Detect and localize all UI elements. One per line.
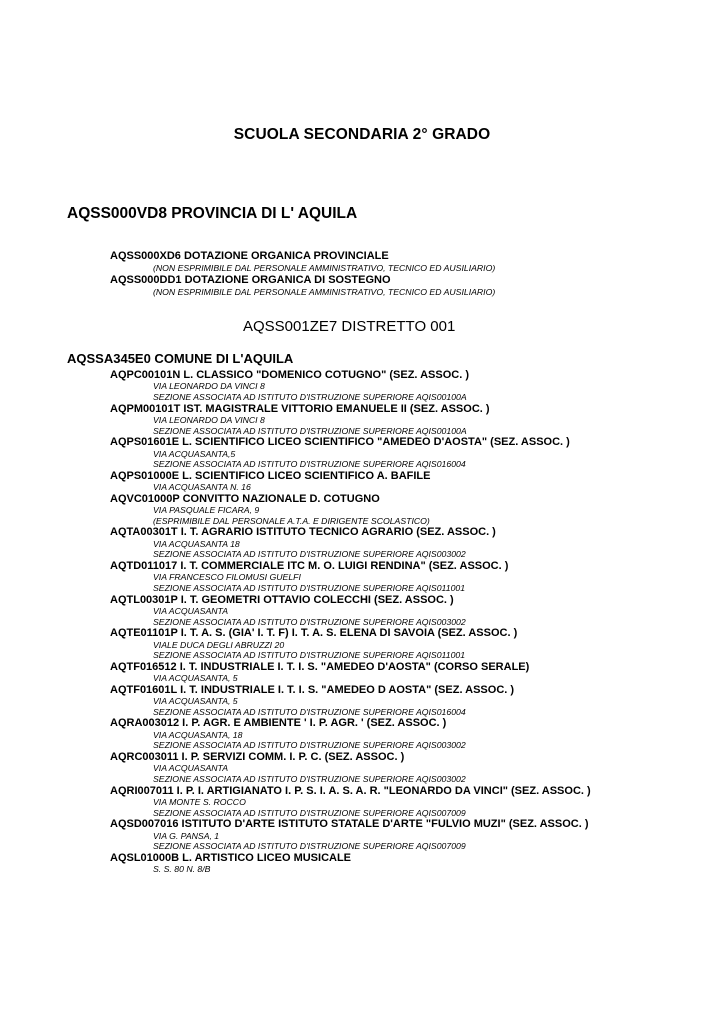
organic-staffing-block <box>110 250 495 298</box>
school-list <box>110 369 710 875</box>
school-code-line: AQTE01101P I. T. A. S. (GIA' I. T. F) I. T. A. S. ELENA DI SAVOIA (SEZ. ASSOC. ) <box>110 627 518 640</box>
school-detail-line: SEZIONE ASSOCIATA AD ISTITUTO D'ISTRUZIONE SUPERIORE AQIS003002 <box>153 616 466 627</box>
school-detail-line: SEZIONE ASSOCIATA AD ISTITUTO D'ISTRUZIONE SUPERIORE AQIS011001 <box>153 650 466 661</box>
school-code-line: AQTA00301T I. T. AGRARIO ISTITUTO TECNICO AGRARIO (SEZ. ASSOC. ) <box>110 526 496 539</box>
school-code-line: AQSD007016 ISTITUTO D'ARTE ISTITUTO STATALE D'ARTE "FULVIO MUZI" (SEZ. ASSOC. ) <box>110 818 589 831</box>
org-staffing-line: AQSS000XD6 DOTAZIONE ORGANICA PROVINCIALE <box>110 250 389 262</box>
school-detail-line: SEZIONE ASSOCIATA AD ISTITUTO D'ISTRUZIONE SUPERIORE AQIS011001 <box>153 582 466 593</box>
school-code-line: AQPC00101N L. CLASSICO "DOMENICO COTUGNO" (SEZ. ASSOC. ) <box>110 369 470 381</box>
school-detail-line: VIA FRANCESCO FILOMUSI GUELFI <box>153 572 301 583</box>
school-code-line: AQRC003011 I. P. SERVIZI COMM. I. P. C. (SEZ. ASSOC. ) <box>110 750 405 763</box>
page-title: SCUOLA SECONDARIA 2° GRADO <box>233 126 491 143</box>
school-entry <box>110 403 710 437</box>
school-detail-line: (ESPRIMIBILE DAL PERSONALE A.T.A. E DIRIGENTE SCOLASTICO) <box>153 515 430 526</box>
school-detail-line: SEZIONE ASSOCIATA AD ISTITUTO D'ISTRUZIONE SUPERIORE AQIS007009 <box>153 807 466 818</box>
school-code-line: AQRA003012 I. P. AGR. E AMBIENTE ' I. P. AGR. ' (SEZ. ASSOC. ) <box>110 717 447 730</box>
school-detail-line: VIA PASQUALE FICARA, 9 <box>153 505 260 516</box>
school-detail-line: VIA ACQUASANTA, 5 <box>153 696 238 707</box>
district-header: AQSS001ZE7 DISTRETTO 001 <box>243 318 456 335</box>
school-entry <box>110 493 710 527</box>
school-entry <box>110 594 710 628</box>
school-code-line: AQTL00301P I. T. GEOMETRI OTTAVIO COLECCHI (SEZ. ASSOC. ) <box>110 593 454 606</box>
province-header: AQSS000VD8 PROVINCIA DI L' AQUILA <box>67 205 358 222</box>
school-detail-line: VIA ACQUASANTA,5 <box>153 448 236 459</box>
org-staffing-line: AQSS000DD1 DOTAZIONE ORGANICA DI SOSTEGNO <box>110 274 391 286</box>
school-detail-line: VIA LEONARDO DA VINCI 8 <box>153 381 265 392</box>
school-entry <box>110 852 710 875</box>
school-code-line: AQTD011017 I. T. COMMERCIALE ITC M. O. LUIGI RENDINA" (SEZ. ASSOC. ) <box>110 559 509 572</box>
school-entry <box>110 369 710 403</box>
school-detail-line: VIA MONTE S. ROCCO <box>153 796 246 807</box>
school-entry <box>110 818 710 852</box>
school-entry <box>110 785 710 819</box>
school-detail-line: VIA ACQUASANTA, 5 <box>153 673 238 684</box>
school-detail-line: SEZIONE ASSOCIATA AD ISTITUTO D'ISTRUZIONE SUPERIORE AQIS00100A <box>153 392 467 402</box>
school-entry <box>110 751 710 785</box>
school-detail-line: SEZIONE ASSOCIATA AD ISTITUTO D'ISTRUZIONE SUPERIORE AQIS007009 <box>153 841 466 852</box>
school-entry <box>110 526 710 560</box>
school-code-line: AQPM00101T IST. MAGISTRALE VITTORIO EMANUELE II (SEZ. ASSOC. ) <box>110 402 490 415</box>
school-entry <box>110 684 710 718</box>
school-code-line: AQVC01000P CONVITTO NAZIONALE D. COTUGNO <box>110 492 380 505</box>
school-detail-line: VIA ACQUASANTA, 18 <box>153 729 243 740</box>
school-entry <box>110 661 710 684</box>
school-code-line: AQTF01601L I. T. INDUSTRIALE I. T. I. S. "AMEDEO D AOSTA" (SEZ. ASSOC. ) <box>110 683 515 696</box>
school-entry <box>110 627 710 661</box>
school-entry <box>110 717 710 751</box>
school-code-line: AQTF016512 I. T. INDUSTRIALE I. T. I. S. "AMEDEO D'AOSTA" (CORSO SERALE) <box>110 660 530 673</box>
org-staffing-note: (NON ESPRIMIBILE DAL PERSONALE AMMINISTRATIVO, TECNICO ED AUSILIARIO) <box>153 263 496 273</box>
school-detail-line: SEZIONE ASSOCIATA AD ISTITUTO D'ISTRUZIONE SUPERIORE AQIS00100A <box>153 425 467 436</box>
school-detail-line: VIALE DUCA DEGLI ABRUZZI 20 <box>153 639 285 650</box>
school-detail-line: VIA ACQUASANTA 18 <box>153 538 240 549</box>
school-detail-line: S. S. 80 N. 8/B <box>153 864 211 875</box>
org-staffing-note: (NON ESPRIMIBILE DAL PERSONALE AMMINISTRATIVO, TECNICO ED AUSILIARIO) <box>153 287 496 297</box>
school-detail-line: SEZIONE ASSOCIATA AD ISTITUTO D'ISTRUZIONE SUPERIORE AQIS003002 <box>153 740 466 751</box>
school-detail-line: VIA LEONARDO DA VINCI 8 <box>153 415 265 425</box>
school-code-line: AQSL01000B L. ARTISTICO LICEO MUSICALE <box>110 851 352 864</box>
school-code-line: AQPS01601E L. SCIENTIFICO LICEO SCIENTIFICO "AMEDEO D'AOSTA" (SEZ. ASSOC. ) <box>110 436 570 449</box>
school-entry <box>110 436 710 470</box>
school-detail-line: VIA G. PANSA, 1 <box>153 830 220 841</box>
school-detail-line: VIA ACQUASANTA <box>153 763 228 774</box>
school-code-line: AQPS01000E L. SCIENTIFICO LICEO SCIENTIFICO A. BAFILE <box>110 469 431 482</box>
school-entry <box>110 560 710 594</box>
school-entry <box>110 470 710 493</box>
school-detail-line: SEZIONE ASSOCIATA AD ISTITUTO D'ISTRUZIONE SUPERIORE AQIS016004 <box>153 459 466 470</box>
school-detail-line: SEZIONE ASSOCIATA AD ISTITUTO D'ISTRUZIONE SUPERIORE AQIS003002 <box>153 549 466 560</box>
school-detail-line: VIA ACQUASANTA <box>153 605 228 616</box>
school-code-line: AQRI007011 I. P. I. ARTIGIANATO I. P. S. I. A. S. A. R. "LEONARDO DA VINCI" (SEZ. ASSOC. ) <box>110 784 591 797</box>
school-detail-line: VIA ACQUASANTA N. 16 <box>153 482 251 493</box>
school-detail-line: SEZIONE ASSOCIATA AD ISTITUTO D'ISTRUZIONE SUPERIORE AQIS016004 <box>153 706 466 717</box>
comune-header: AQSSA345E0 COMUNE DI L'AQUILA <box>67 351 294 366</box>
school-detail-line: SEZIONE ASSOCIATA AD ISTITUTO D'ISTRUZIONE SUPERIORE AQIS003002 <box>153 773 466 784</box>
